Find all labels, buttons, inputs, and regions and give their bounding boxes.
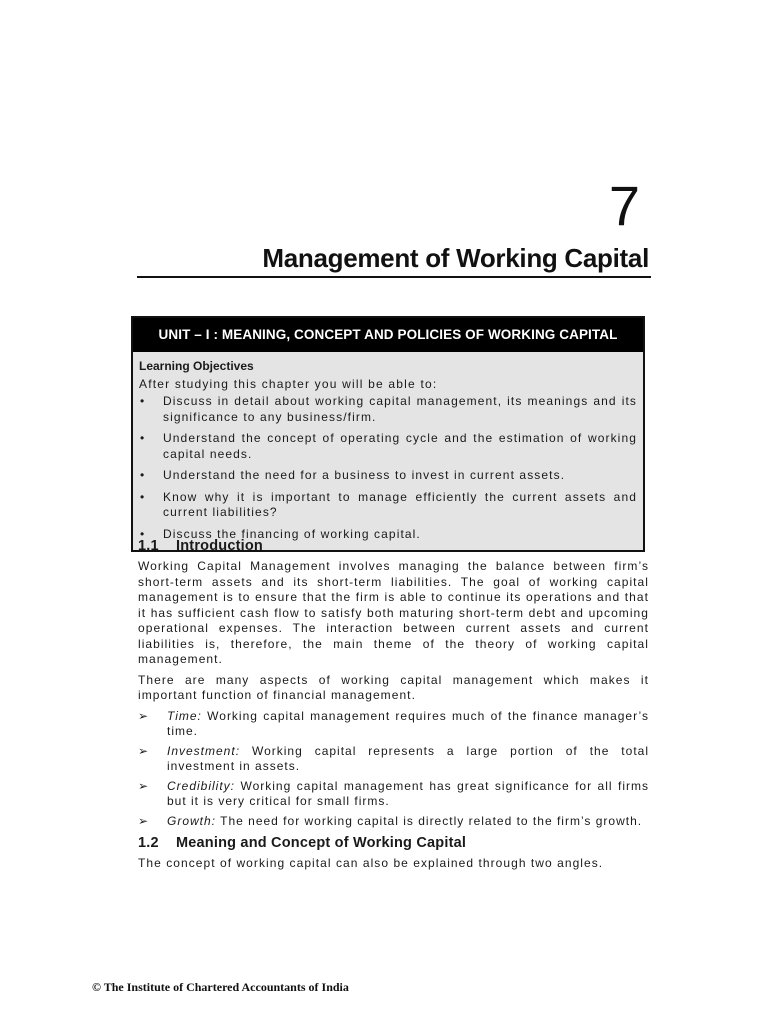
learning-objectives-panel — [133, 352, 643, 550]
unit-box — [131, 316, 645, 552]
bullet-icon: • — [140, 394, 146, 408]
bullet-icon: • — [140, 431, 146, 445]
main-content — [138, 538, 649, 877]
aspect-item — [138, 779, 649, 810]
aspect-item — [138, 744, 649, 775]
paragraph: The concept of working capital can also be explained through two angles. — [138, 856, 604, 870]
copyright-footer: © The Institute of Chartered Accountants of India — [92, 980, 349, 994]
section-number: 1.2 — [138, 835, 159, 851]
aspect-term: Investment: — [167, 743, 241, 758]
learning-objectives-heading: Learning Objectives — [139, 359, 254, 373]
chapter-title: Management of Working Capital — [262, 243, 649, 273]
objective-item — [139, 431, 637, 462]
aspect-text: Working capital represents a large portion of the total investment in assets. — [167, 743, 649, 773]
section-number: 1.1 — [138, 538, 159, 554]
objective-text: Know why it is important to manage efficiently the current assets and current liabilities? — [163, 489, 637, 519]
learning-objectives-list — [139, 394, 637, 542]
title-rule — [137, 276, 651, 278]
aspect-item — [138, 709, 649, 740]
bullet-icon: • — [140, 489, 146, 504]
arrow-bullet-icon: ➢ — [138, 813, 150, 828]
unit-header: UNIT – I : MEANING, CONCEPT AND POLICIES OF WORKING CAPITAL — [133, 318, 643, 352]
section-title: Meaning and Concept of Working Capital — [176, 835, 467, 851]
chapter-number: 7 — [608, 174, 640, 237]
objective-text: Understand the concept of operating cycle and the estimation of working capital needs. — [163, 431, 637, 461]
paragraph: There are many aspects of working capital management which makes it important function of financial management. — [138, 672, 649, 702]
bullet-icon: • — [140, 526, 146, 541]
objective-text: Discuss the financing of working capital. — [163, 526, 421, 541]
section-heading-introduction — [138, 538, 649, 554]
aspect-term: Growth: — [167, 813, 217, 828]
aspect-text: Working capital management has great significance for all firms but it is very critical for small firms. — [167, 778, 649, 808]
section-heading-meaning-concept — [138, 835, 649, 851]
aspect-text: Working capital management requires much of the finance manager’s time. — [167, 708, 649, 738]
section-title: Introduction — [176, 538, 263, 554]
aspects-list — [138, 709, 649, 830]
aspect-term: Credibility: — [167, 778, 236, 793]
objective-text: Discuss in detail about working capital management, its meanings and its significance to any business/firm. — [163, 394, 637, 424]
aspect-text: The need for working capital is directly related to the firm’s growth. — [220, 813, 643, 828]
objective-item — [139, 490, 637, 521]
aspect-item — [138, 814, 649, 830]
learning-objectives-intro: After studying this chapter you will be able to: — [139, 377, 438, 391]
paragraph: Working Capital Management involves managing the balance between firm’s short-term assets and its short-term liabilities. The goal of working capital management is to ensure that the firm is able to continue its operations and that it has sufficient cash flow to satisfy both maturing short-term debt and upcoming operational expenses. The interaction between current assets and current liabilities is, therefore, the main theme of the theory of working capital management. — [138, 559, 649, 666]
arrow-bullet-icon: ➢ — [138, 778, 150, 793]
bullet-icon: • — [140, 468, 146, 482]
objective-text: Understand the need for a business to invest in current assets. — [163, 468, 566, 482]
arrow-bullet-icon: ➢ — [138, 743, 150, 758]
aspect-term: Time: — [167, 708, 202, 723]
arrow-bullet-icon: ➢ — [138, 708, 150, 723]
objective-item — [139, 394, 637, 425]
objective-item — [139, 468, 637, 484]
